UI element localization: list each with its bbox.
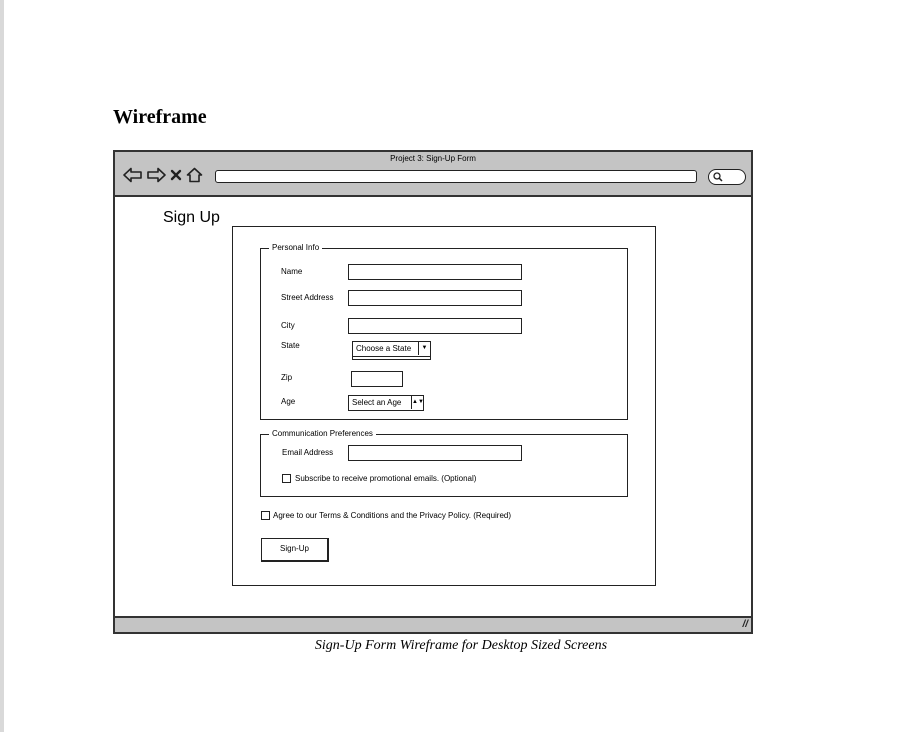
terms-label: Agree to our Terms & Conditions and the Privacy Policy. (Required) — [273, 511, 512, 520]
sign-up-button[interactable]: Sign-Up — [261, 538, 329, 562]
subscribe-label: Subscribe to receive promotional emails. (Optional) — [295, 474, 477, 483]
city-label: City — [281, 321, 295, 330]
close-x-icon[interactable] — [169, 167, 183, 183]
age-stepper-value: Select an Age — [352, 398, 402, 407]
state-select[interactable] — [352, 341, 431, 357]
search-button[interactable] — [708, 169, 746, 185]
zip-label: Zip — [281, 373, 293, 382]
zip-input[interactable] — [351, 371, 403, 387]
state-label: State — [281, 341, 300, 350]
personal-info-legend: Personal Info — [269, 242, 322, 254]
communication-fieldset — [260, 429, 628, 497]
page-title: Sign Up — [163, 209, 220, 226]
age-label: Age — [281, 397, 296, 406]
form-container — [232, 226, 656, 586]
email-label: Email Address — [282, 448, 334, 457]
name-input[interactable] — [348, 264, 522, 280]
state-select-value: Choose a State — [356, 344, 412, 353]
communication-legend: Communication Preferences — [269, 428, 376, 440]
browser-titlebar — [115, 152, 751, 197]
window-title: Project 3: Sign-Up Form — [390, 154, 476, 163]
home-icon[interactable] — [186, 167, 203, 183]
chevron-down-icon: ▼ — [418, 342, 430, 355]
city-input[interactable] — [348, 318, 522, 334]
forward-arrow-icon[interactable] — [146, 167, 166, 183]
street-address-input[interactable] — [348, 290, 522, 306]
document-heading: Wireframe — [113, 106, 207, 128]
state-dropdown-list — [352, 356, 431, 360]
nav-controls — [123, 165, 203, 185]
magnifier-icon — [713, 172, 723, 182]
terms-checkbox[interactable] — [261, 511, 270, 520]
street-address-label: Street Address — [281, 293, 334, 302]
age-stepper[interactable] — [348, 395, 424, 411]
resize-grip-icon[interactable]: // — [742, 619, 748, 630]
personal-info-fieldset — [260, 243, 628, 420]
browser-statusbar — [115, 616, 751, 632]
email-input[interactable] — [348, 445, 522, 461]
back-arrow-icon[interactable] — [123, 167, 143, 183]
figure-caption: Sign-Up Form Wireframe for Desktop Sized Screens — [314, 638, 608, 653]
subscribe-checkbox[interactable] — [282, 474, 291, 483]
name-label: Name — [281, 267, 303, 276]
page-edge — [0, 0, 4, 732]
browser-window — [113, 150, 753, 634]
address-bar[interactable] — [215, 170, 697, 183]
up-down-arrows-icon: ▲▼ — [411, 396, 423, 409]
